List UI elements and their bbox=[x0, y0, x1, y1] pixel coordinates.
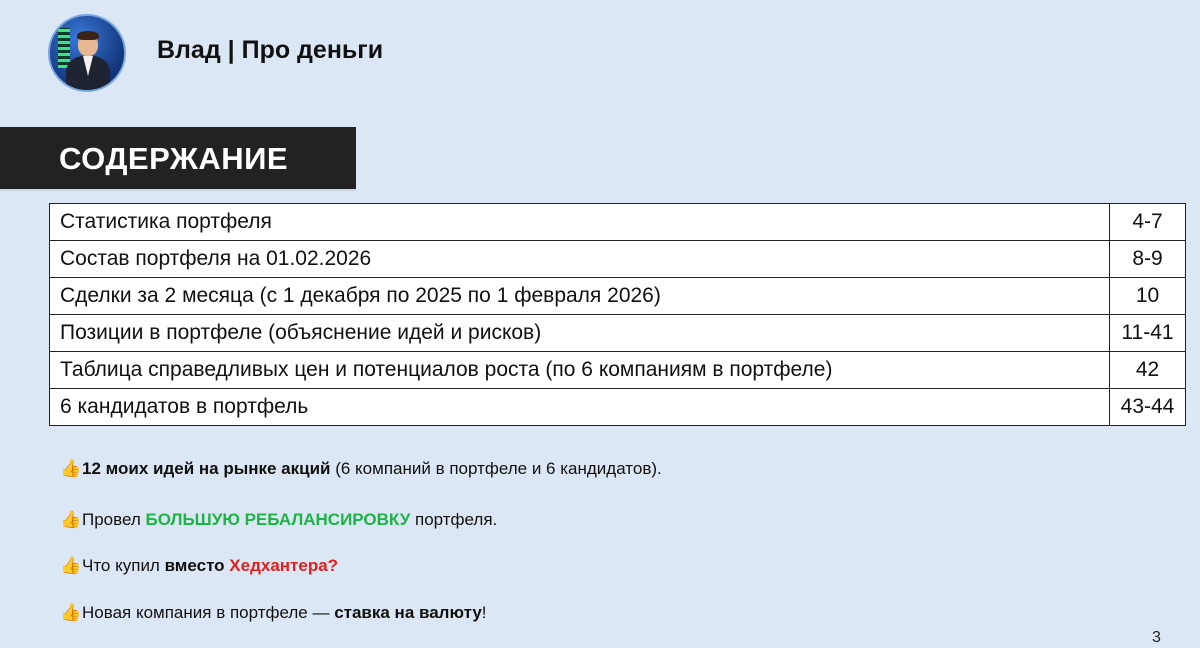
bullet-text: Новая компания в портфеле — bbox=[82, 603, 335, 622]
section-title-bar bbox=[0, 127, 356, 191]
bullet-highlight-red: Хедхантера? bbox=[224, 556, 339, 575]
toc-title: Статистика портфеля bbox=[50, 204, 1110, 241]
thumbs-up-icon: 👍 bbox=[60, 556, 82, 575]
bullet-text: Провел bbox=[82, 510, 146, 529]
table-row bbox=[50, 389, 1186, 426]
thumbs-up-icon: 👍 bbox=[60, 510, 82, 529]
bullet-bold: 12 моих идей на рынке акций bbox=[82, 459, 331, 478]
bullet-hh-replacement bbox=[60, 556, 338, 576]
table-row bbox=[50, 315, 1186, 352]
table-of-contents bbox=[49, 203, 1186, 426]
toc-pages: 11-41 bbox=[1110, 315, 1186, 352]
toc-pages: 8-9 bbox=[1110, 241, 1186, 278]
table-row bbox=[50, 204, 1186, 241]
bullet-text: портфеля. bbox=[410, 510, 498, 529]
page-number: 3 bbox=[1152, 629, 1161, 646]
bullet-bold: вместо bbox=[164, 556, 225, 575]
bullet-bold: ставка на валюту bbox=[334, 603, 482, 622]
thumbs-up-icon: 👍 bbox=[60, 459, 82, 478]
thumbs-up-icon: 👍 bbox=[60, 603, 82, 622]
table-row bbox=[50, 278, 1186, 315]
toc-pages: 4-7 bbox=[1110, 204, 1186, 241]
bullet-ideas bbox=[60, 459, 662, 479]
bullet-text: (6 компаний в портфеле и 6 кандидатов). bbox=[330, 459, 662, 478]
avatar-hair bbox=[77, 31, 99, 40]
toc-pages: 43-44 bbox=[1110, 389, 1186, 426]
toc-title: Сделки за 2 месяца (с 1 декабря по 2025 по 1 февраля 2026) bbox=[50, 278, 1110, 315]
channel-avatar bbox=[48, 14, 126, 92]
channel-name: Влад | Про деньги bbox=[157, 36, 384, 64]
toc-title: Позиции в портфеле (объяснение идей и рисков) bbox=[50, 315, 1110, 352]
table-row bbox=[50, 241, 1186, 278]
bullet-highlight-green: БОЛЬШУЮ РЕБАЛАНСИРОВКУ bbox=[145, 510, 411, 529]
table-row bbox=[50, 352, 1186, 389]
bullet-text: ! bbox=[481, 603, 487, 622]
toc-pages: 10 bbox=[1110, 278, 1186, 315]
bullet-text: Что купил bbox=[82, 556, 165, 575]
bullet-rebalance bbox=[60, 510, 497, 530]
toc-title: Таблица справедливых цен и потенциалов роста (по 6 компаниям в портфеле) bbox=[50, 352, 1110, 389]
toc-pages: 42 bbox=[1110, 352, 1186, 389]
toc-title: Состав портфеля на 01.02.2026 bbox=[50, 241, 1110, 278]
toc-title: 6 кандидатов в портфель bbox=[50, 389, 1110, 426]
bullet-new-company bbox=[60, 603, 487, 623]
section-title: СОДЕРЖАНИЕ bbox=[59, 141, 289, 176]
